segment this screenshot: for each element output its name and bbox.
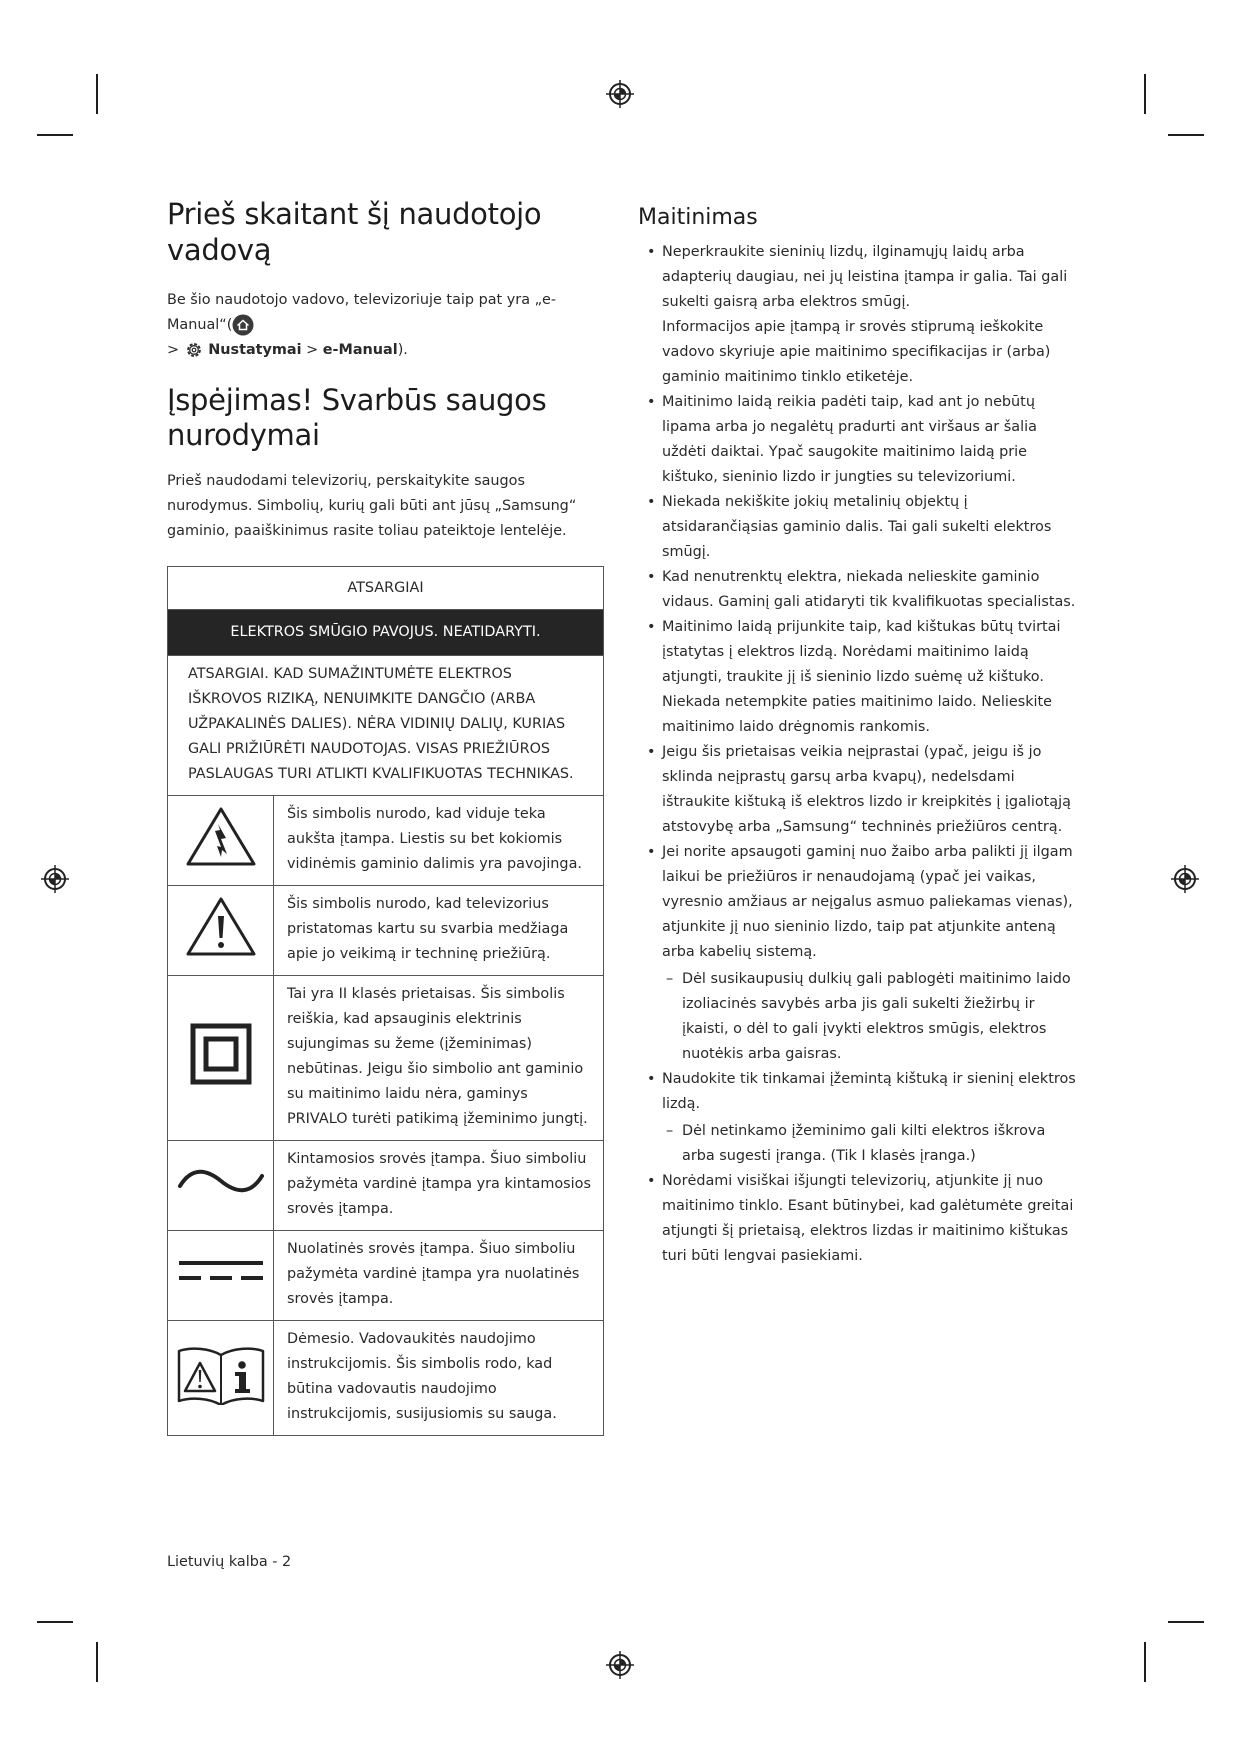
- table-row-text: Dėmesio. Vadovaukitės naudojimo instrukcijomis. Šis simbolis rodo, kad būtina vadovautis naudojimo instrukcijomis, susijusiomis su sauga.: [274, 1321, 604, 1436]
- intro-path-end: ).: [397, 342, 408, 358]
- dc-lines-icon: [177, 1256, 265, 1286]
- dash-marker: –: [666, 971, 674, 987]
- list-item: [638, 615, 1078, 740]
- list-item-text: Jeigu šis prietaisas veikia neįprastai (ypač, jeigu iš jo sklinda neįprastų garsų arba kvapų), nedelsdami ištraukite kištuką iš elektros lizdo ir kreipkitės į įgaliotąją atstovybę arba „Samsung“ techninės priežiūros centrą.: [662, 744, 1071, 835]
- crop-mark: [1144, 74, 1146, 114]
- page-title: Prieš skaitant šį naudotojo vadovą: [167, 197, 542, 267]
- list-sub-item-text: Dėl susikaupusių dulkių gali pablogėti maitinimo laido izoliacinės savybės arba jis gali sukelti žiežirbų ir įkaisti, o dėl to gali įvykti elektros smūgis, elektros nuotėkis arba gaisras.: [682, 971, 1071, 1062]
- list-item: [638, 1067, 1078, 1169]
- table-caption: ATSARGIAI: [168, 567, 604, 610]
- intro-paragraph: [167, 288, 604, 363]
- list-item-text: Neperkraukite sieninių lizdų, ilginamųjų laidų arba adapterių daugiau, nei jų leistina įtampa ir galia. Tai gali sukelti gaisrą arba elektros smūgį.: [662, 244, 1068, 310]
- list-item-text: Jei norite apsaugoti gaminį nuo žaibo arba palikti jį ilgam laikui be priežiūros ir nenaudojamą (ypač jei vaikas, vyresnio amžiaus ar neįgalus asmuo paliekamas vienas), atjunkite jį nuo sieninio lizdo, taip pat atjunkite anteną arba kabelių sistemą.: [662, 844, 1073, 960]
- list-item-text: Maitinimo laidą reikia padėti taip, kad ant jo nebūtų lipama arba jo negalėtų pradurti ant viršaus ar šalia uždėti daiktai. Ypač saugokite maitinimo laidą prie kištuko, sieninio lizdo ir jungties su televizoriumi.: [662, 394, 1037, 485]
- table-row: [168, 796, 604, 886]
- left-column: [167, 196, 604, 1436]
- list-item: [638, 840, 1078, 1067]
- safety-symbols-table: [167, 566, 604, 1436]
- crop-mark: [96, 74, 98, 114]
- settings-label: Nustatymai: [208, 342, 302, 358]
- table-row: [168, 1231, 604, 1321]
- gear-icon: [184, 340, 204, 360]
- table-caution-text: ATSARGIAI. KAD SUMAŽINTUMĖTE ELEKTROS IŠKROVOS RIZIKĄ, NENUIMKITE DANGČIO (ARBA UŽPAKALINĖS DALIES). NĖRA VIDINIŲ DALIŲ, KURIAS GALI PRIŽIŪRĖTI NAUDOTOJAS. VISAS PRIEŽIŪROS PASLAUGAS TURI ATLIKTI KVALIFIKUOTAS TECHNIKAS.: [168, 656, 604, 796]
- registration-mark-icon: [1170, 864, 1200, 894]
- lightning-triangle-icon: [184, 804, 258, 868]
- list-sub-item-text: Dėl netinkamo įžeminimo gali kilti elektros iškrova arba sugesti įranga. (Tik I klasės įranga.): [682, 1123, 1046, 1164]
- crop-mark: [1168, 1621, 1204, 1623]
- list-item: [638, 565, 1078, 615]
- crop-mark: [37, 134, 73, 136]
- list-item-text: Naudokite tik tinkamai įžemintą kištuką ir sieninį elektros lizdą.: [662, 1071, 1076, 1112]
- registration-mark-icon: [40, 864, 70, 894]
- crop-mark: [1168, 134, 1204, 136]
- right-column: [638, 204, 1078, 1269]
- home-icon: [232, 314, 254, 336]
- crop-mark: [1144, 1642, 1146, 1682]
- power-safety-list: [638, 240, 1078, 1269]
- table-row-text: Šis simbolis nurodo, kad televizorius pristatomas kartu su svarbia medžiaga apie jo veikimą ir techninę priežiūrą.: [274, 886, 604, 976]
- registration-mark-icon: [605, 79, 635, 109]
- table-row-text: Tai yra II klasės prietaisas. Šis simbolis reiškia, kad apsauginis elektrinis sujungimas su žeme (įžeminimas) nebūtinas. Jeigu šio simbolio ant gaminio su maitinimo laidu nėra, gaminys PRIVALO turėti patikimą įžeminimo jungtį.: [274, 976, 604, 1141]
- list-item: [638, 740, 1078, 840]
- emanual-label: e-Manual: [322, 342, 398, 358]
- table-row: [168, 976, 604, 1141]
- registration-mark-icon: [605, 1650, 635, 1680]
- double-square-icon: [189, 1022, 253, 1086]
- table-dark-row: ELEKTROS SMŪGIO PAVOJUS. NEATIDARYTI.: [168, 610, 604, 656]
- list-item-text: Norėdami visiškai išjungti televizorių, atjunkite jį nuo maitinimo tinklo. Esant būtinybei, kad galėtumėte greitai atjungti šį prietaisą, elektros lizdas ir maitinimo kištukas turi būti lengvai pasiekiami.: [662, 1173, 1074, 1264]
- list-item-note: Informacijos apie įtampą ir srovės stiprumą ieškokite vadovo skyriuje apie maitinimo specifikacijas ir (arba) gaminio maitinimo tinklo etiketėje.: [662, 319, 1051, 385]
- table-row: [168, 1321, 604, 1436]
- list-item: [638, 1169, 1078, 1269]
- list-item: [638, 240, 1078, 390]
- path-arrow: >: [167, 342, 180, 358]
- list-item-text: Maitinimo laidą prijunkite taip, kad kištukas būtų tvirtai įstatytas į elektros lizdą. Norėdami maitinimo laidą atjungti, traukite jį iš sieninio lizdo suėmę už kištuko. Niekada netempkite paties maitinimo laido. Nelieskite maitinimo laido drėgnomis rankomis.: [662, 619, 1061, 735]
- path-arrow: >: [306, 342, 319, 358]
- page-footer: Lietuvių kalba - 2: [167, 1554, 292, 1570]
- list-item: [638, 490, 1078, 565]
- manual-book-icon: [176, 1343, 266, 1405]
- table-row-text: Kintamosios srovės įtampa. Šiuo simboliu pažymėta vardinė įtampa yra kintamosios srovės įtampa.: [274, 1141, 604, 1231]
- crop-mark: [96, 1642, 98, 1682]
- list-item-text: Niekada nekiškite jokių metalinių objektų į atsidarančiąsias gaminio dalis. Tai gali sukelti elektros smūgį.: [662, 494, 1052, 560]
- list-sub-item: [662, 967, 1078, 1067]
- table-row-text: Nuolatinės srovės įtampa. Šiuo simboliu pažymėta vardinė įtampa yra nuolatinės srovės įtampa.: [274, 1231, 604, 1321]
- list-sub-item: [662, 1119, 1078, 1169]
- table-row: [168, 1141, 604, 1231]
- power-heading: Maitinimas: [638, 205, 758, 230]
- list-item: [638, 390, 1078, 490]
- dash-marker: –: [666, 1123, 674, 1139]
- list-item-text: Kad nenutrenktų elektra, niekada nelieskite gaminio vidaus. Gaminį gali atidaryti tik kvalifikuotas specialistas.: [662, 569, 1076, 610]
- intro-text: Be šio naudotojo vadovo, televizoriuje taip pat yra „e-Manual“(: [167, 292, 557, 333]
- crop-mark: [37, 1621, 73, 1623]
- sine-wave-icon: [177, 1164, 265, 1198]
- warning-heading: Įspėjimas! Svarbūs saugos nurodymai: [167, 383, 547, 452]
- table-row-text: Šis simbolis nurodo, kad viduje teka aukšta įtampa. Liestis su bet kokiomis vidinėmis gaminio dalimis yra pavojinga.: [274, 796, 604, 886]
- table-row: [168, 886, 604, 976]
- exclamation-triangle-icon: [184, 894, 258, 958]
- warning-intro: Prieš naudodami televizorių, perskaitykite saugos nurodymus. Simbolių, kurių gali būti ant jūsų „Samsung“ gaminio, paaiškinimus rasite toliau pateiktoje lentelėje.: [167, 473, 577, 539]
